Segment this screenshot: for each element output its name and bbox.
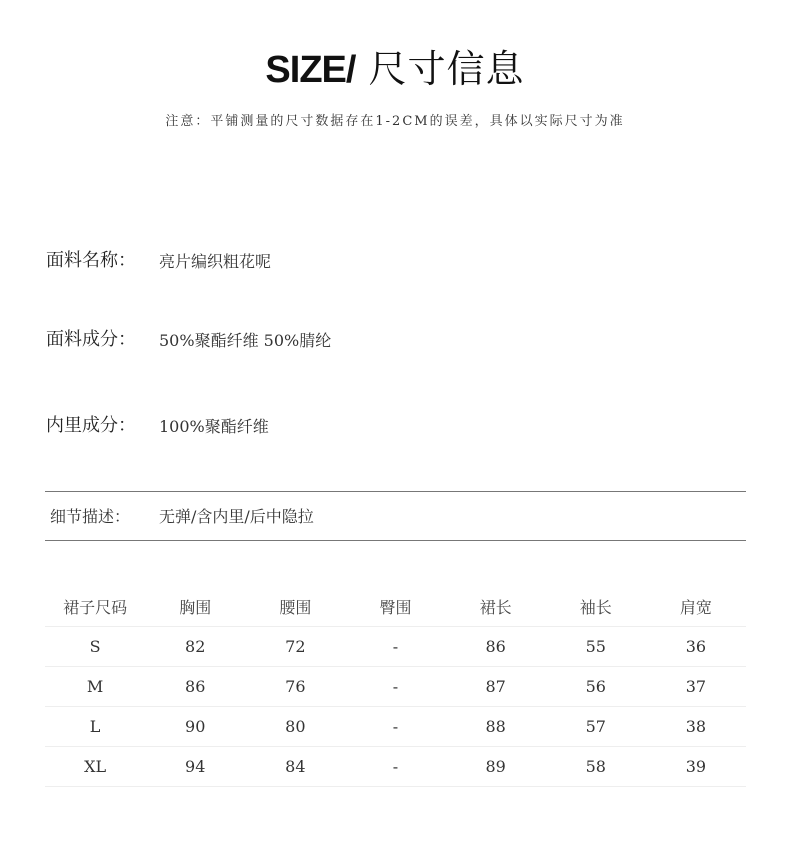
size-table-header-cell: 胸围 bbox=[145, 587, 245, 627]
size-table-header-cell: 腰围 bbox=[245, 587, 345, 627]
table-row bbox=[45, 627, 746, 667]
measurement-note: 注意：平铺测量的尺寸数据存在1-2CM的误差，具体以实际尺寸为准 bbox=[165, 114, 625, 129]
detail-top-divider bbox=[45, 491, 746, 492]
table-row bbox=[45, 667, 746, 707]
table-cell: 38 bbox=[646, 707, 746, 747]
detail-row bbox=[50, 505, 314, 529]
fabric-name-row bbox=[46, 248, 272, 274]
fabric-composition-row bbox=[46, 327, 332, 353]
fabric-name-label: 面料名称： bbox=[46, 250, 136, 271]
table-cell: 82 bbox=[145, 627, 245, 667]
size-table-header-cell: 袖长 bbox=[546, 587, 646, 627]
table-cell: - bbox=[345, 707, 445, 747]
table-cell: 84 bbox=[245, 747, 345, 787]
page-title bbox=[0, 44, 790, 95]
table-cell: 86 bbox=[145, 667, 245, 707]
table-cell: 36 bbox=[646, 627, 746, 667]
table-cell: M bbox=[45, 667, 145, 707]
lining-composition-label: 内里成分： bbox=[46, 415, 136, 436]
table-cell: 86 bbox=[446, 627, 546, 667]
table-cell: S bbox=[45, 627, 145, 667]
size-table-header-row bbox=[45, 587, 746, 627]
detail-bottom-divider bbox=[45, 540, 746, 541]
size-table-header-cell: 裙子尺码 bbox=[45, 587, 145, 627]
page-title-cn: 尺寸信息 bbox=[368, 47, 525, 91]
page-title-en: SIZE/ bbox=[265, 49, 356, 91]
lining-composition-value: 100%聚酯纤维 bbox=[159, 417, 269, 436]
table-cell: 80 bbox=[245, 707, 345, 747]
size-table bbox=[45, 587, 746, 787]
table-cell: 88 bbox=[446, 707, 546, 747]
fabric-composition-value: 50%聚酯纤维 50%腈纶 bbox=[159, 331, 332, 350]
size-table-header-cell: 裙长 bbox=[446, 587, 546, 627]
table-cell: 39 bbox=[646, 747, 746, 787]
table-cell: 72 bbox=[245, 627, 345, 667]
detail-label: 细节描述： bbox=[50, 507, 131, 526]
table-cell: XL bbox=[45, 747, 145, 787]
detail-value: 无弹/含内里/后中隐拉 bbox=[159, 507, 314, 526]
table-cell: 87 bbox=[446, 667, 546, 707]
table-cell: 89 bbox=[446, 747, 546, 787]
table-cell: 58 bbox=[546, 747, 646, 787]
table-cell: - bbox=[345, 667, 445, 707]
table-cell: 55 bbox=[546, 627, 646, 667]
table-cell: 37 bbox=[646, 667, 746, 707]
table-cell: - bbox=[345, 627, 445, 667]
table-cell: 90 bbox=[145, 707, 245, 747]
size-table-header-cell: 臀围 bbox=[345, 587, 445, 627]
fabric-composition-label: 面料成分： bbox=[46, 329, 136, 350]
table-cell: - bbox=[345, 747, 445, 787]
table-cell: L bbox=[45, 707, 145, 747]
fabric-name-value: 亮片编织粗花呢 bbox=[159, 252, 272, 271]
size-table-header-cell: 肩宽 bbox=[646, 587, 746, 627]
table-row bbox=[45, 707, 746, 747]
table-cell: 94 bbox=[145, 747, 245, 787]
table-cell: 56 bbox=[546, 667, 646, 707]
lining-composition-row bbox=[46, 413, 269, 439]
table-row bbox=[45, 747, 746, 787]
table-cell: 76 bbox=[245, 667, 345, 707]
table-cell: 57 bbox=[546, 707, 646, 747]
